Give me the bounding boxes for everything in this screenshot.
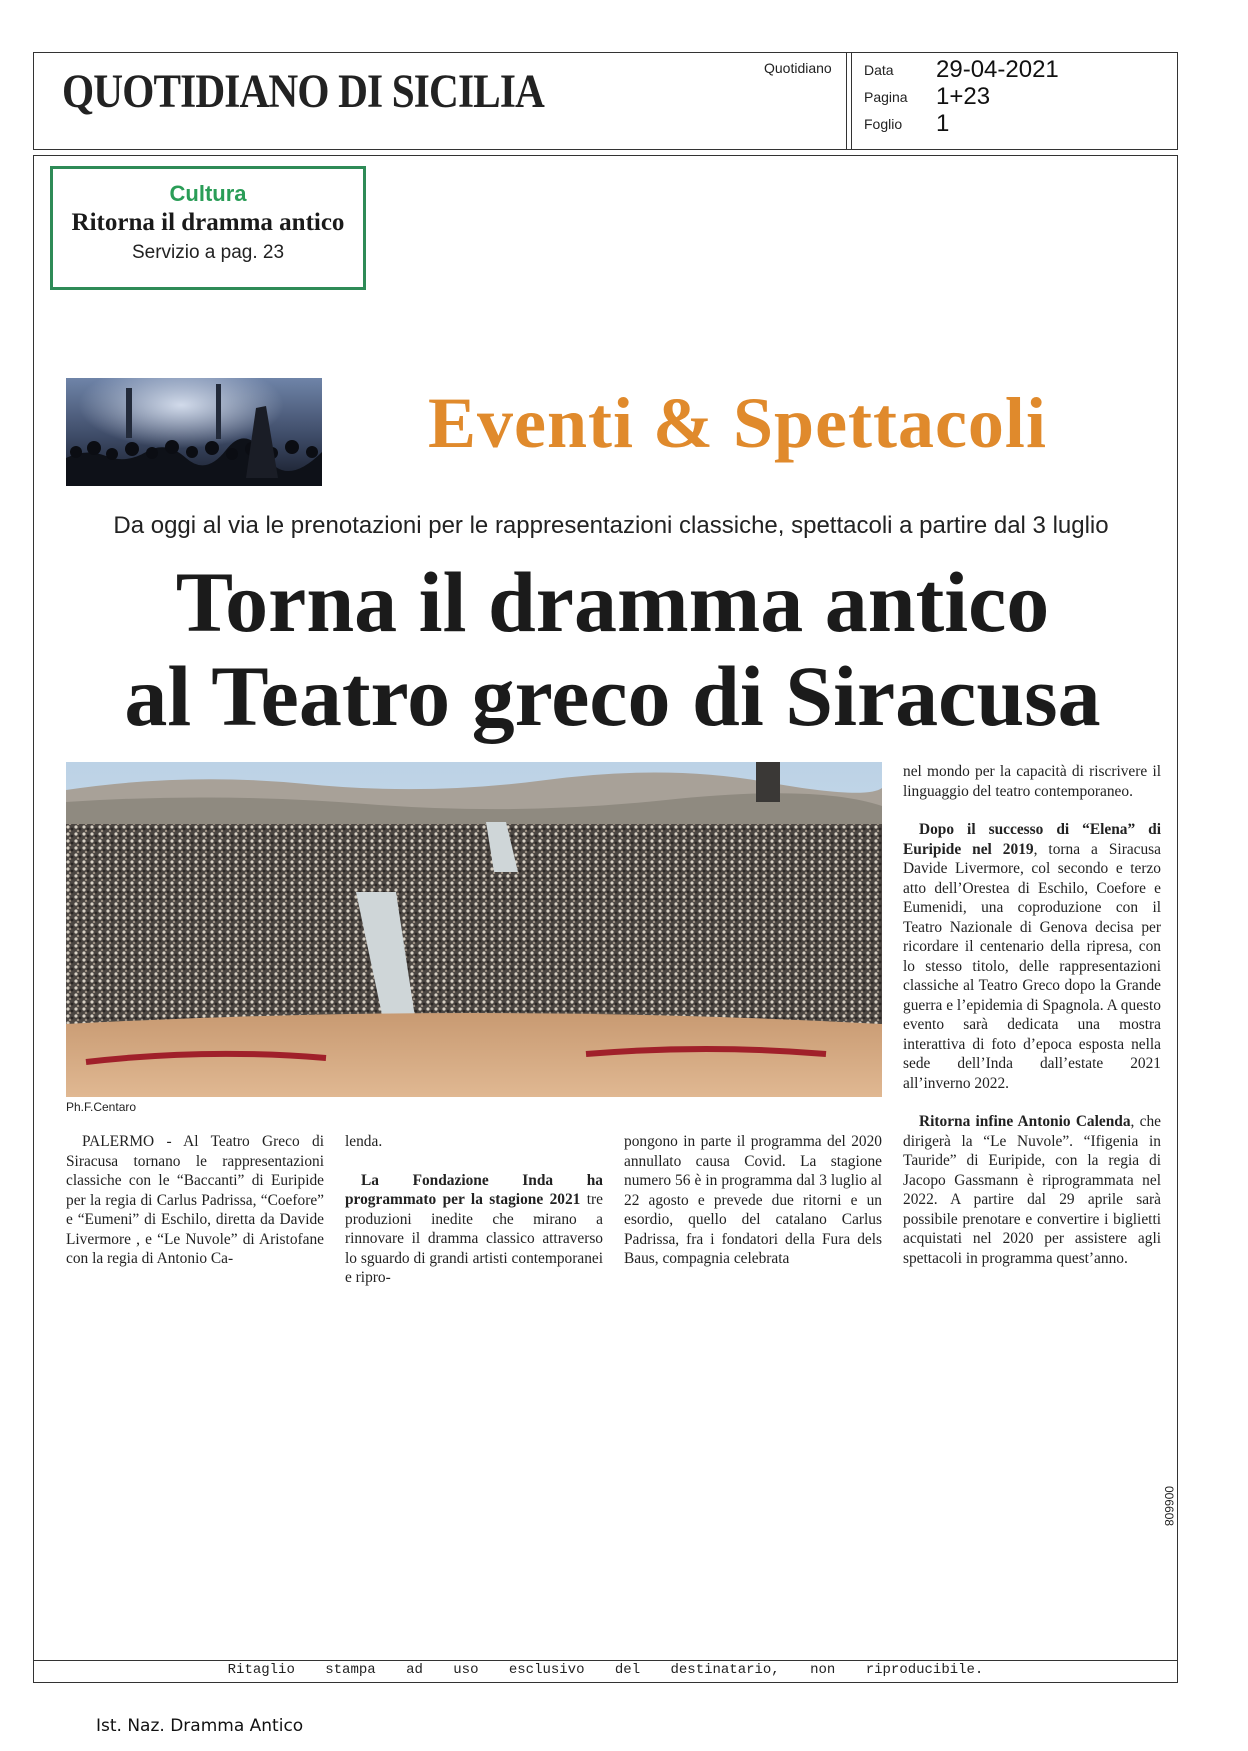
paragraph-lead: Dopo il successo di “Elena” di Euripide nel 2019 (903, 821, 1161, 858)
paragraph: lenda. (345, 1133, 383, 1150)
paragraph: PALERMO - Al Teatro Greco di Siracusa tornano le rappresentazioni classiche con le “Baccanti” di Euripide per la regia di Carlus Padrissa, “Coefore” e “Eumeni” di Eschilo, diretta da Davide Livermore , e “Le Nuvole” di Aristofane con la regia di Antonio Ca- (66, 1133, 324, 1267)
paragraph-lead: Ritorna infine Antonio Calenda (919, 1113, 1131, 1130)
footer-notice: Ritaglio stampa ad uso esclusivo del destinatario, non riproducibile. (227, 1662, 984, 1678)
banner-concert-photo (66, 378, 322, 486)
meta-value-sheet: 1 (936, 110, 950, 137)
front-page-teaser (50, 166, 366, 290)
teaser-section-label: Cultura (169, 181, 247, 206)
meta-value-page: 1+23 (936, 83, 991, 110)
publication-type: Quotidiano (764, 60, 832, 76)
article-column-4 (903, 762, 1161, 1268)
paragraph-body: , torna a Siracusa Davide Livermore, col secondo e terzo atto dell’Orestea di Eschilo, Coefore e Eumenidi, una coproduzione con il Teatro Nazionale di Genova decisa per ricordare il centenario della ripresa, con lo stesso titolo, delle rappresentazioni classiche al Teatro Greco dopo la Grande guerra e l’epidemia di Spagnola. A questo evento sarà dedicata una mostra interattiva di foto d’epoca esposta nella sede dell’Inda dall’estate 2021 all’inverno 2022. (903, 840, 1161, 1092)
paragraph-body: , che dirigerà la “Le Nuvole”. “Ifigenia in Tauride” di Euripide, con la regia di Jacopo Gassmann è riprogrammata nel 2022. A partire dal 29 aprile sarà possibile prenotare e convertire i biglietti acquistati nel 2020 per assistere agli spettacoli in programma quest’anno. (903, 1113, 1161, 1267)
article-column-2 (345, 1132, 603, 1288)
meta-key-date: Data (864, 62, 894, 78)
article-headline-line2: al Teatro greco di Siracusa (124, 648, 1101, 744)
article-column-1 (66, 1132, 324, 1269)
paragraph (345, 1171, 603, 1288)
article-headline-line1: Torna il dramma antico (175, 554, 1050, 650)
paragraph (903, 1112, 1161, 1268)
paragraph: pongono in parte il programma del 2020 annullato causa Covid. La stagione numero 56 è in programma dal 3 luglio al 22 agosto e prevede due ritorni e un esordio, quello del catalano Carlus Padrissa, fra i fondatori della Fura dels Baus, compagnia celebrata (624, 1133, 882, 1267)
client-name: Ist. Naz. Dramma Antico (96, 1716, 304, 1736)
paragraph (903, 820, 1161, 1093)
meta-value-date: 29-04-2021 (936, 56, 1059, 83)
photo-credit: Ph.F.Centaro (66, 1100, 137, 1114)
paragraph-body: tre produzioni inedite che mirano a rinnovare il dramma classico attraverso lo sguardo di grandi artisti contemporanei e ripro- (345, 1191, 603, 1286)
theatre-photo (66, 762, 882, 1097)
teaser-title: Ritorna il dramma antico (71, 209, 345, 236)
paragraph: nel mondo per la capacità di riscrivere il linguaggio del teatro contemporaneo. (903, 763, 1161, 800)
paragraph-lead: La Fondazione Inda ha programmato per la stagione 2021 (345, 1171, 603, 1208)
footer-rule (33, 1660, 1178, 1661)
meta-key-sheet: Foglio (864, 116, 903, 132)
meta-key-page: Pagina (864, 89, 908, 105)
article-kicker: Da oggi al via le prenotazioni per le rappresentazioni classiche, spettacoli a partire dal 3 luglio (113, 512, 1109, 539)
article-column-3 (624, 1132, 882, 1269)
section-banner: Eventi & Spettacoli (428, 383, 1047, 463)
clipping-code: 006608 (1162, 1486, 1176, 1527)
newspaper-masthead: QUOTIDIANO DI SICILIA (62, 65, 545, 118)
header-divider (846, 52, 852, 150)
teaser-page-reference: Servizio a pag. 23 (131, 242, 285, 263)
